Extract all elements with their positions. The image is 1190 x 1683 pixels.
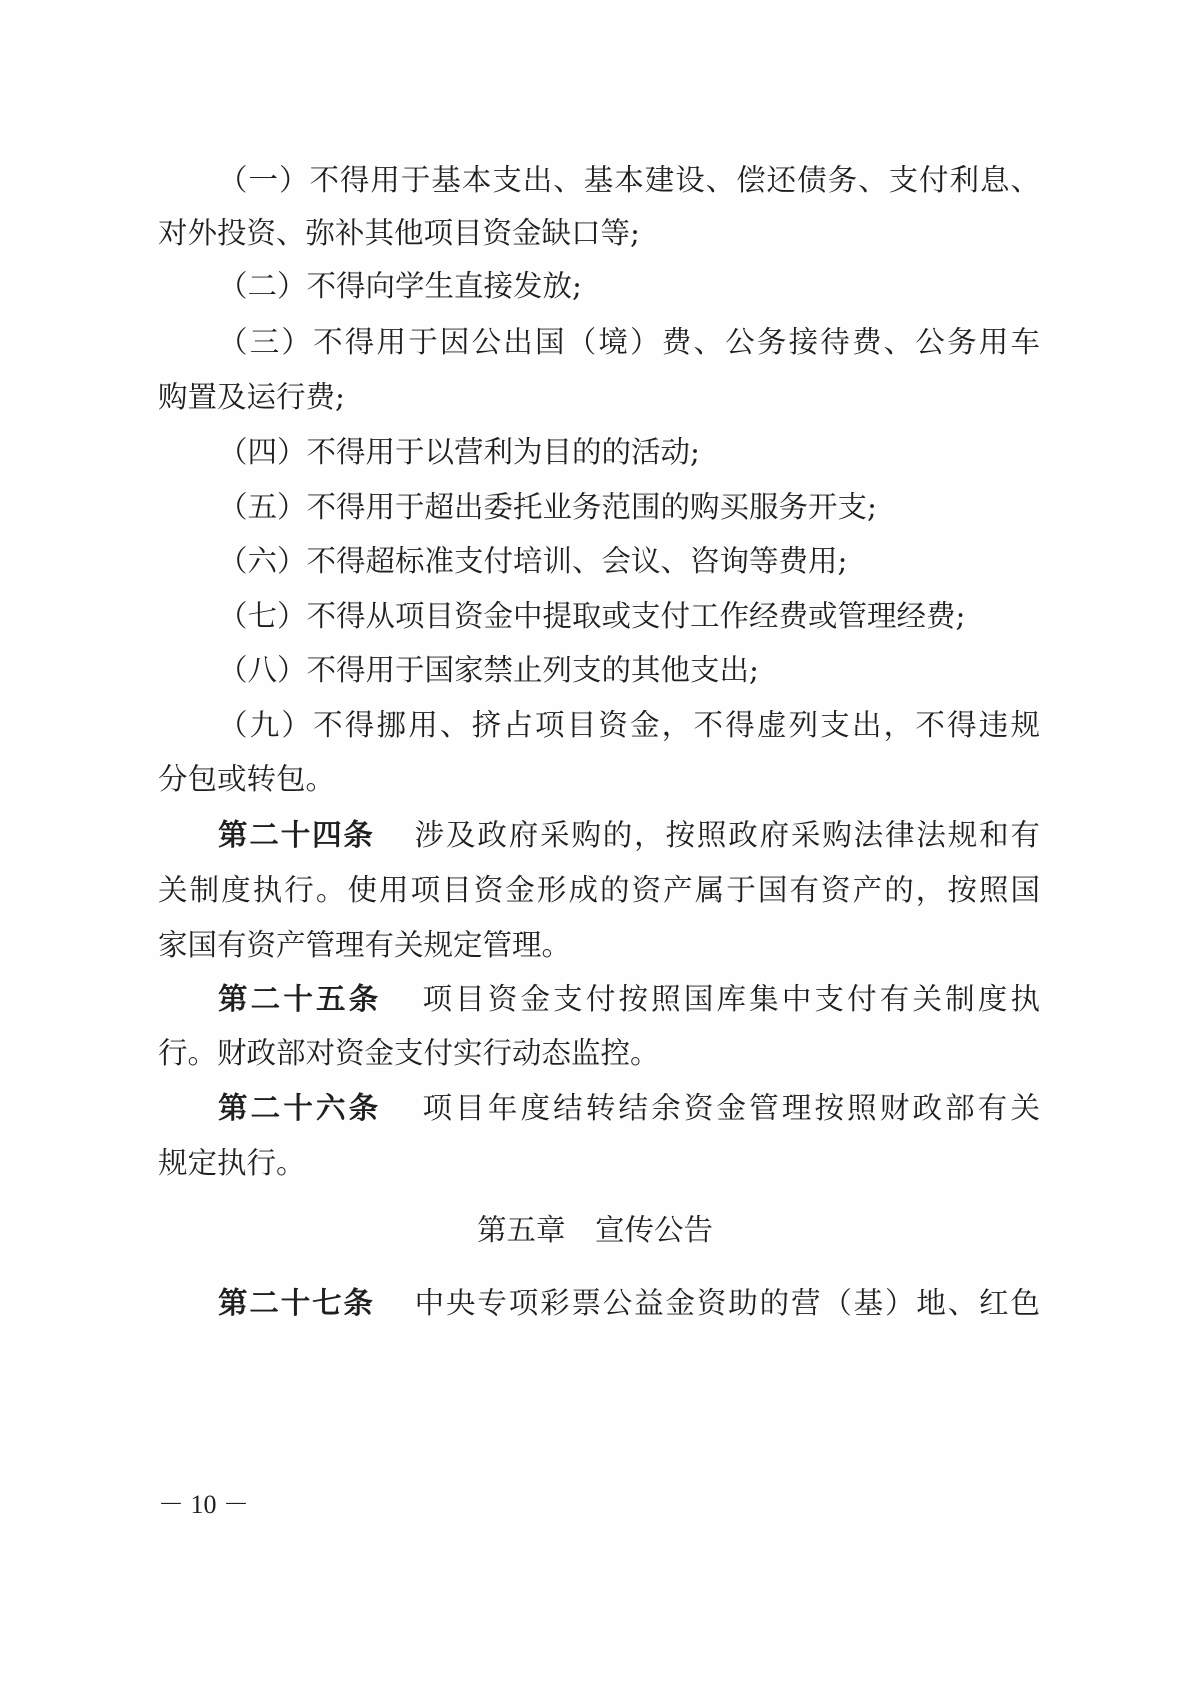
article-25-heading: 第二十五条 (218, 982, 382, 1016)
article-24-line-2: 关制度执行。使用项目资金形成的资产属于国有资产的，按照国 (158, 873, 1040, 907)
list-item-5: （五）不得用于超出委托业务范围的购买服务开支; (218, 490, 877, 524)
article-27-text: 中央专项彩票公益金资助的营（基）地、红色 (412, 1286, 1040, 1320)
list-item-7: （七）不得从项目资金中提取或支付工作经费或管理经费; (218, 599, 966, 633)
list-item-3-line-1: （三）不得用于因公出国（境）费、公务接待费、公务用车 (218, 325, 1040, 359)
list-item-4: （四）不得用于以营利为目的的活动; (218, 435, 700, 469)
article-26-line-2: 规定执行。 (158, 1146, 306, 1180)
list-item-1-line-2: 对外投资、弥补其他项目资金缺口等; (158, 216, 640, 250)
article-26-text: 项目年度结转结余资金管理按照财政部有关 (419, 1091, 1040, 1125)
article-25-line-2: 行。财政部对资金支付实行动态监控。 (158, 1036, 660, 1070)
article-25-text: 项目资金支付按照国库集中支付有关制度执 (419, 982, 1040, 1016)
list-item-1-line-1: （一）不得用于基本支出、基本建设、偿还债务、支付利息、 (218, 163, 1040, 197)
article-26-heading: 第二十六条 (218, 1091, 382, 1125)
article-26-line-1 (218, 1088, 1040, 1128)
article-25-line-1 (218, 979, 1040, 1019)
article-27-heading: 第二十七条 (218, 1286, 375, 1320)
article-24-line-1 (218, 815, 1040, 855)
chapter-title: 第五章 宣传公告 (476, 1213, 713, 1247)
list-item-3-line-2: 购置及运行费; (158, 380, 345, 414)
list-item-6: （六）不得超标准支付培训、会议、咨询等费用; (218, 544, 848, 578)
list-item-9-line-2: 分包或转包。 (158, 762, 336, 796)
list-item-9-line-1: （九）不得挪用、挤占项目资金，不得虚列支出，不得违规 (218, 708, 1040, 742)
article-27-line-1 (218, 1283, 1040, 1323)
list-item-8: （八）不得用于国家禁止列支的其他支出; (218, 653, 759, 687)
article-24-text: 涉及政府采购的，按照政府采购法律法规和有 (412, 818, 1040, 852)
article-24-heading: 第二十四条 (218, 818, 375, 852)
list-item-2: （二）不得向学生直接发放; (218, 269, 582, 303)
page-number: － 10 － (158, 1490, 250, 1519)
article-24-line-3: 家国有资产管理有关规定管理。 (158, 928, 572, 962)
